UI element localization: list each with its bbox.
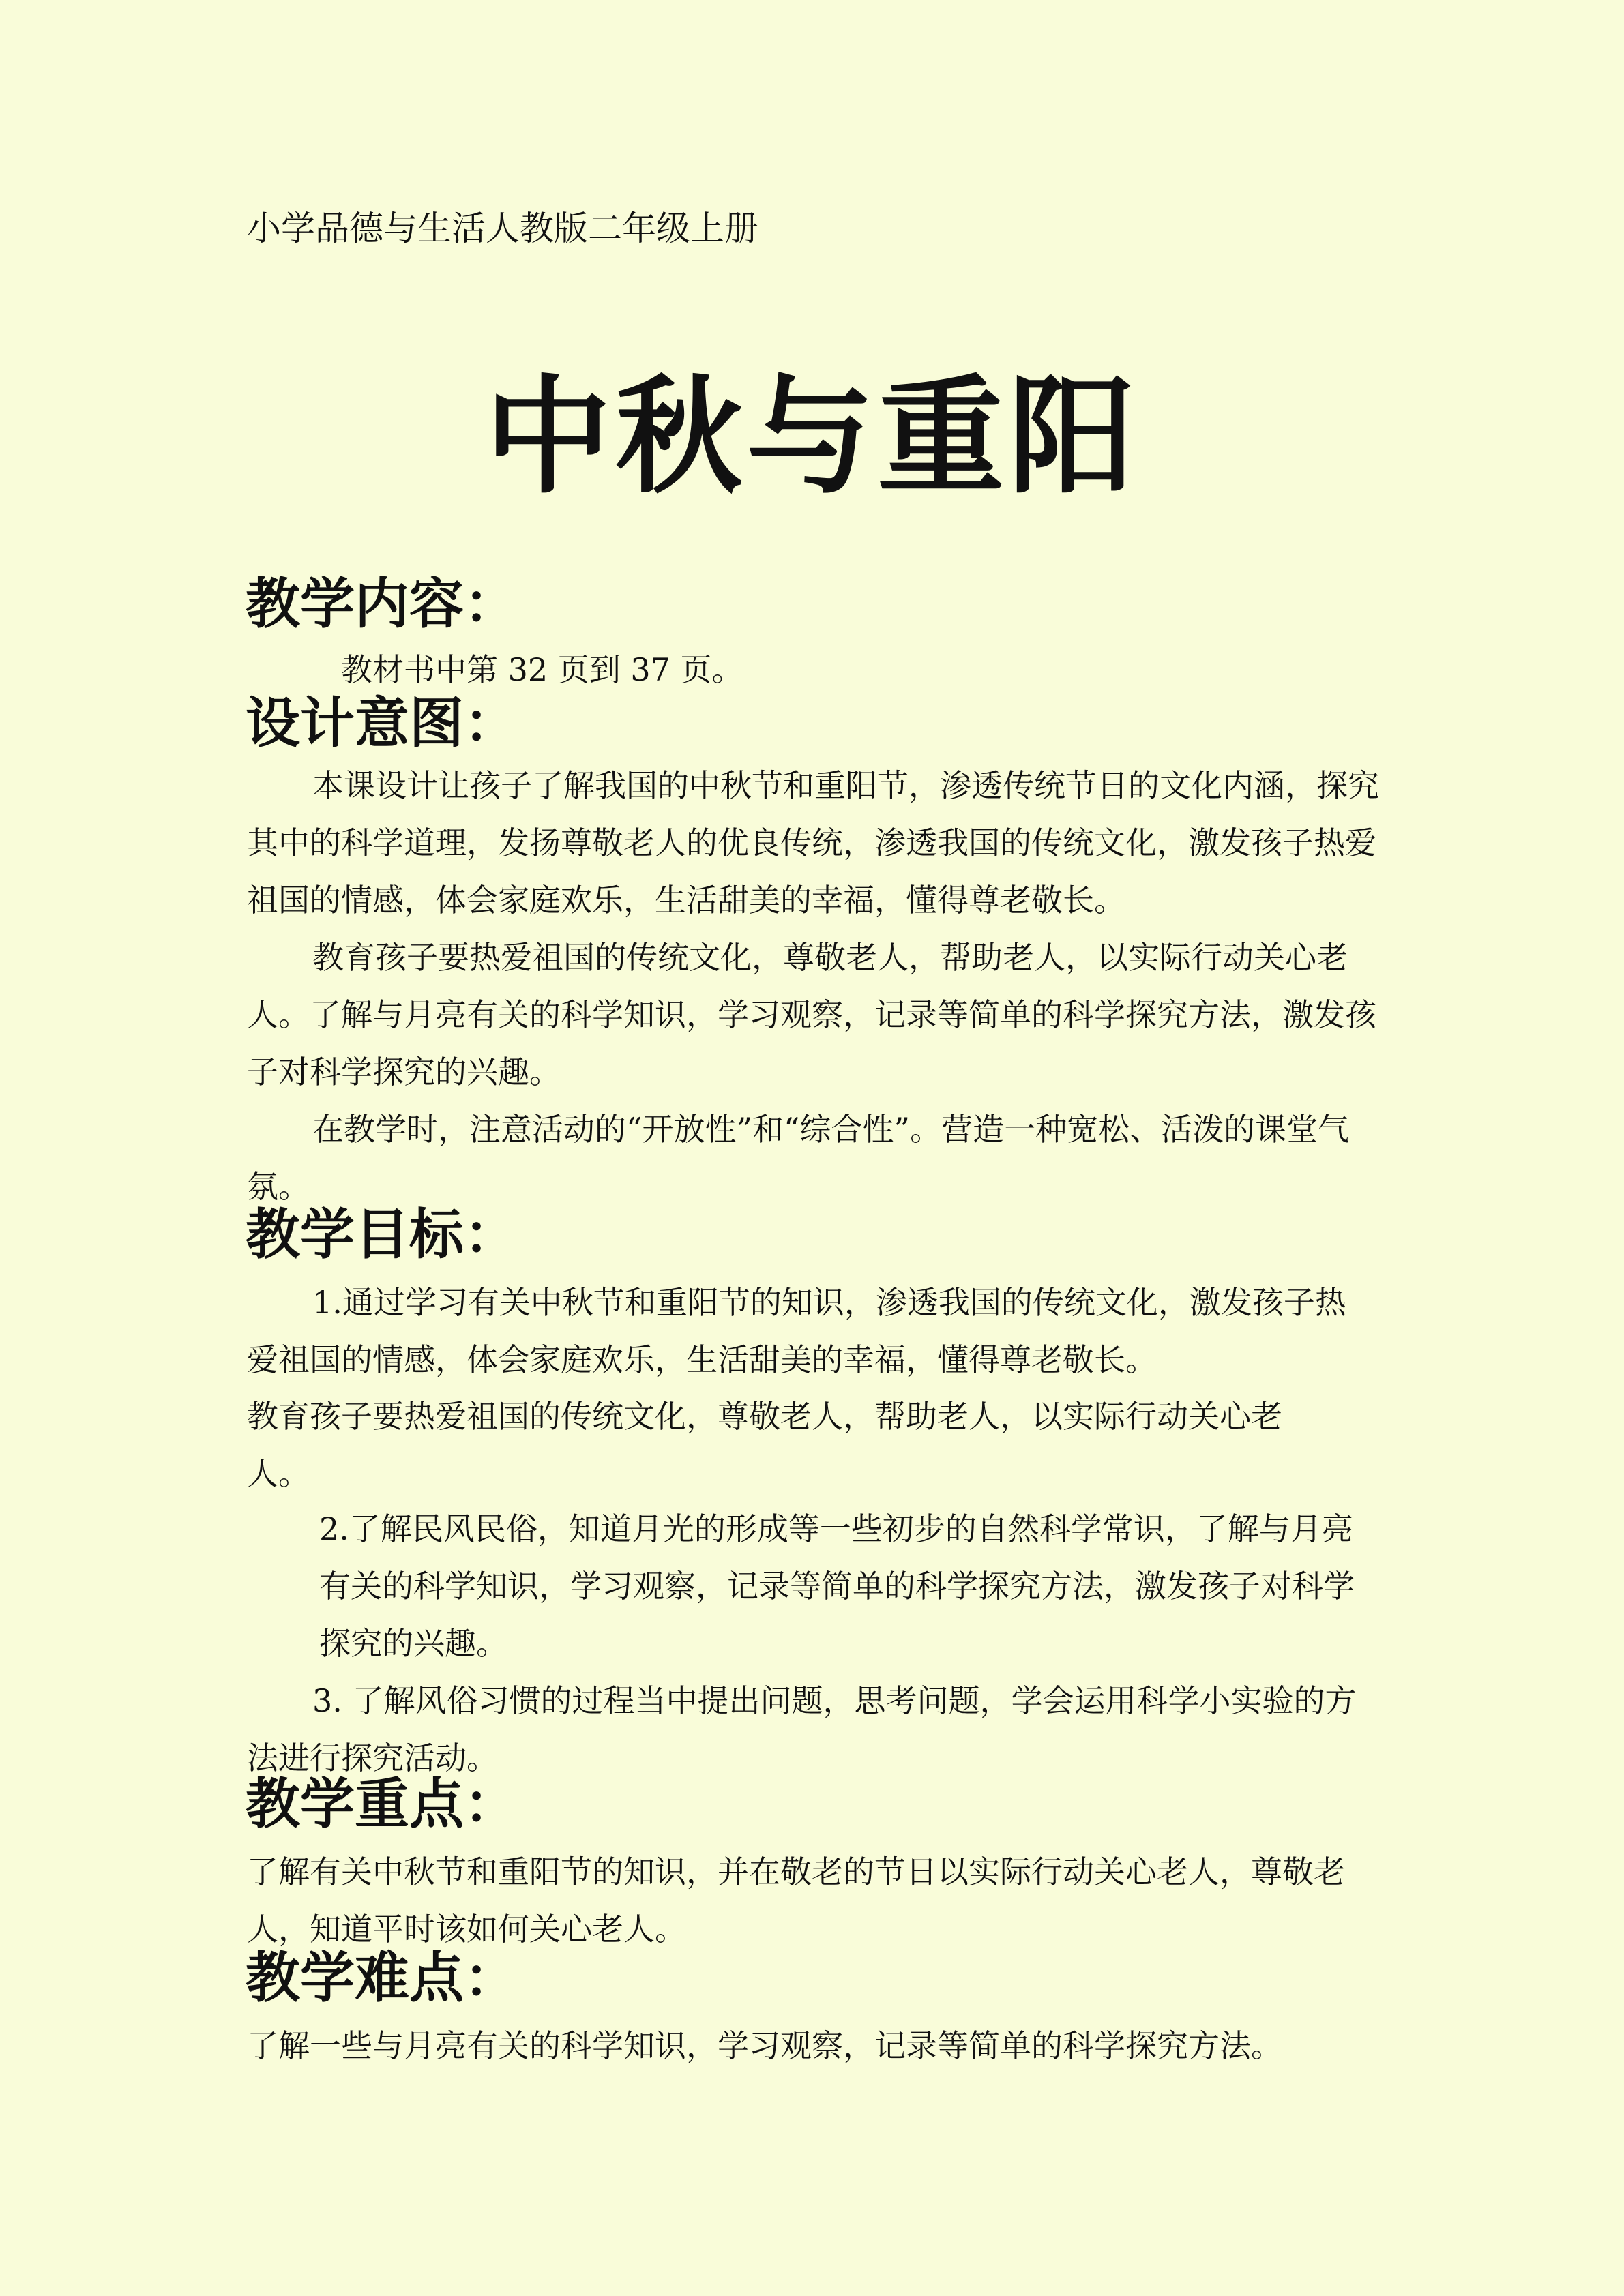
design-paragraph-2: 教育孩子要热爱祖国的传统文化，尊敬老人，帮助老人，以实际行动关心老人。了解与月亮有关的科学知识，学习观察，记录等简单的科学探究方法，激发孩子对科学探究的兴趣。 xyxy=(247,939,1376,1090)
heading-key-points: 教学重点： xyxy=(246,1772,518,1836)
heading-difficulties: 教学难点： xyxy=(246,1945,518,2010)
design-paragraph-3: 在教学时，注意活动的“开放性”和“综合性”。营造一种宽松、活泼的课堂气氛。 xyxy=(247,1111,1350,1205)
document-subtitle: 小学品德与生活人教版二年级上册 xyxy=(247,209,758,248)
difficulties-text: 了解一些与月亮有关的科学知识，学习观察，记录等简单的科学探究方法。 xyxy=(247,2027,1282,2064)
design-paragraph-1: 本课设计让孩子了解我国的中秋节和重阳节，渗透传统节日的文化内涵，探究其中的科学道理，发扬尊敬老人的优良传统，渗透我国的传统文化，激发孩子热爱祖国的情感，体会家庭欢乐，生活甜美的幸福，懂得尊老敬长。 xyxy=(247,767,1379,919)
heading-teaching-goals: 教学目标： xyxy=(246,1202,518,1266)
heading-design-intent: 设计意图： xyxy=(246,691,518,755)
goal-1: 1.通过学习有关中秋节和重阳节的知识，渗透我国的传统文化，激发孩子热爱祖国的情感，体会家庭欢乐，生活甜美的幸福，懂得尊老敬长。 xyxy=(247,1284,1346,1378)
goal-1-continued: 教育孩子要热爱祖国的传统文化，尊敬老人，帮助老人，以实际行动关心老人。 xyxy=(247,1398,1282,1492)
goal-2: 2.了解民风民俗，知道月光的形成等一些初步的自然科学常识，了解与月亮有关的科学知识，学习观察，记录等简单的科学探究方法，激发孩子对科学探究的兴趣。 xyxy=(319,1510,1355,1662)
goal-3: 3. 了解风俗习惯的过程当中提出问题，思考问题，学会运用科学小实验的方法进行探究活动。 xyxy=(247,1682,1357,1776)
heading-teaching-content: 教学内容： xyxy=(246,571,518,636)
teaching-content-text: 教材书中第 32 页到 37 页。 xyxy=(341,651,743,688)
document-title: 中秋与重阳 xyxy=(484,361,1140,511)
key-points-text: 了解有关中秋节和重阳节的知识，并在敬老的节日以实际行动关心老人，尊敬老人，知道平时该如何关心老人。 xyxy=(247,1853,1345,1948)
